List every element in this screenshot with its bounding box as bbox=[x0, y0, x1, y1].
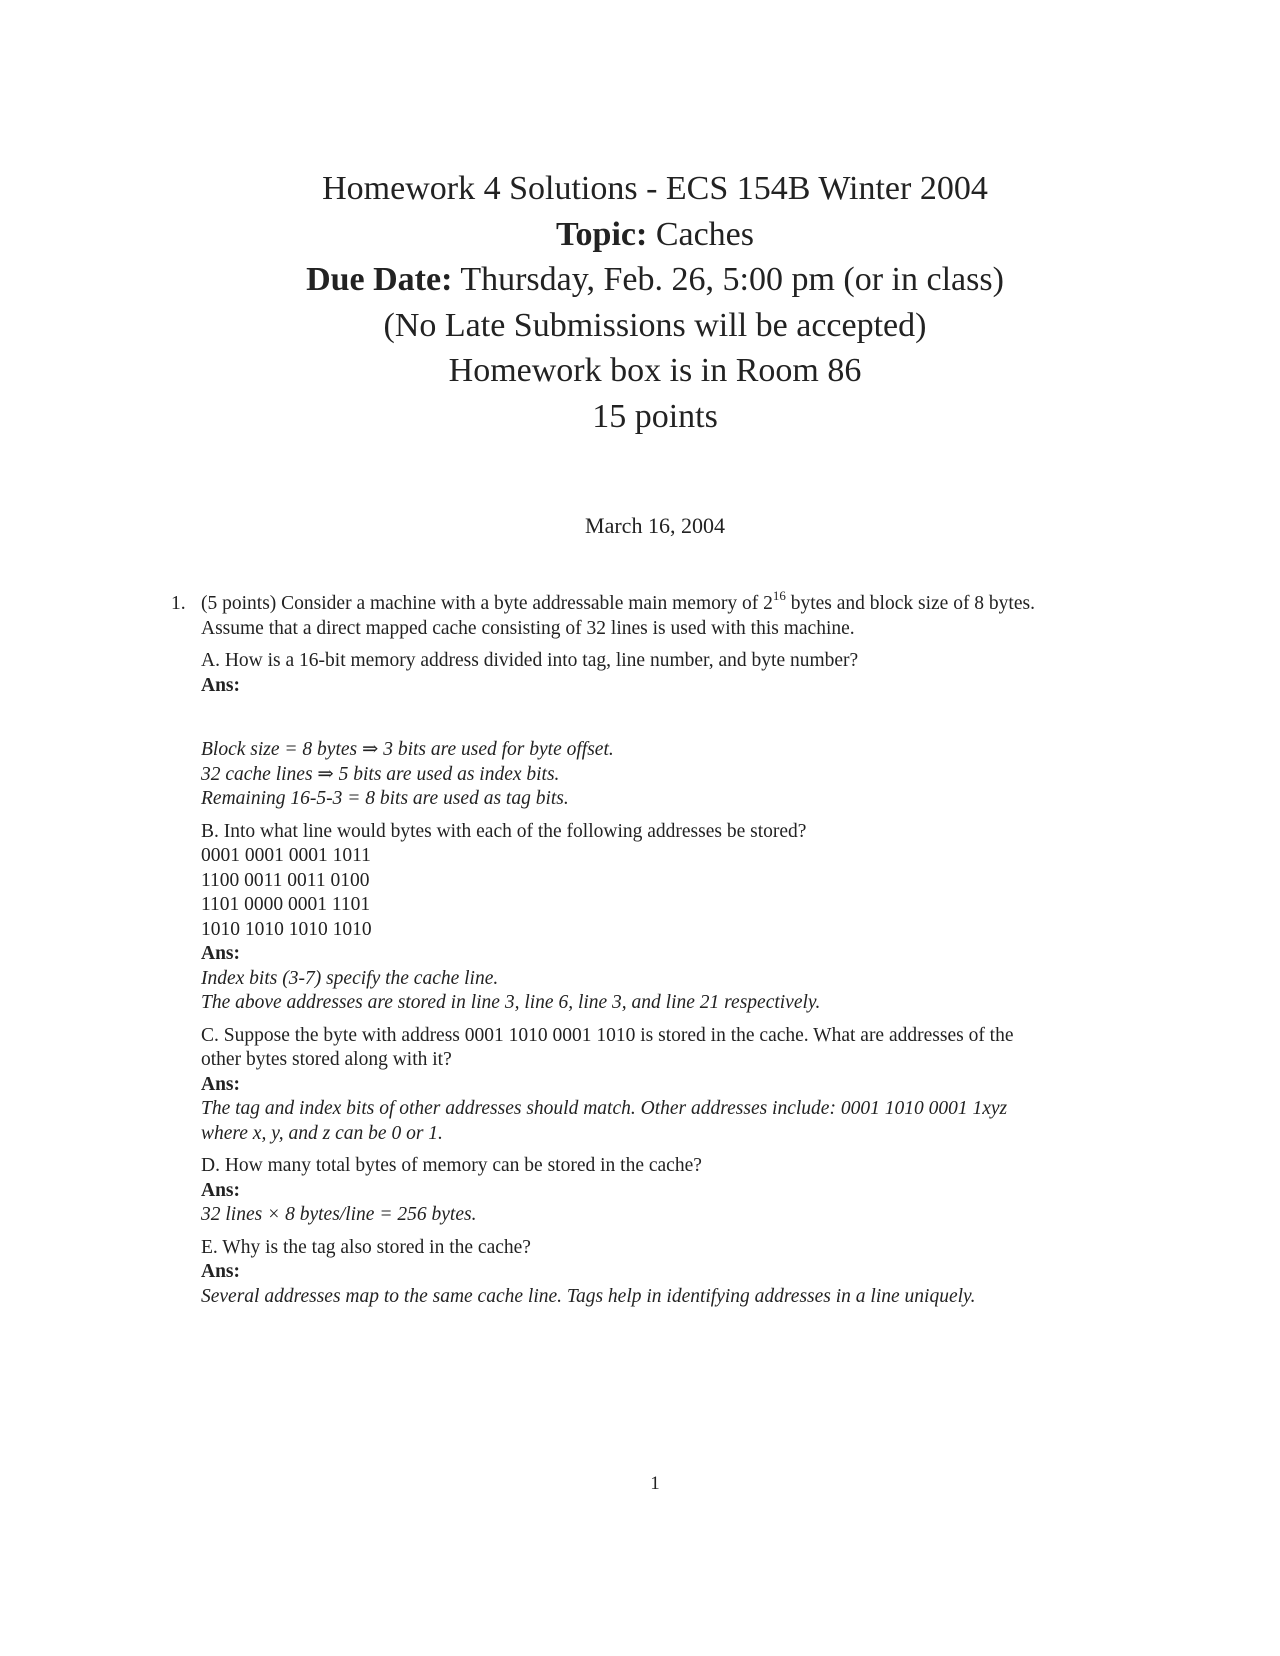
part-b-answer-1: Index bits (3-7) specify the cache line. bbox=[201, 967, 499, 989]
part-a-ans-label: Ans: bbox=[201, 674, 241, 696]
part-a-answer-3: Remaining 16-5-3 = 8 bits are used as tag bits. bbox=[201, 788, 569, 809]
part-a-answer-1: Block size = 8 bytes ⇒ 3 bits are used for byte offset. bbox=[201, 739, 614, 760]
question-intro bbox=[201, 587, 1171, 641]
part-c-answer-2: where x, y, and z can be 0 or 1. bbox=[201, 1122, 443, 1144]
part-a-question: A. How is a 16-bit memory address divided into tag, line number, and byte number? bbox=[201, 650, 859, 671]
part-a-answer-2: 32 cache lines ⇒ 5 bits are used as index bits. bbox=[201, 763, 560, 785]
part-c bbox=[201, 1024, 1171, 1147]
part-b bbox=[201, 820, 1171, 1016]
part-c-answer-1: The tag and index bits of other addresses should match. Other addresses include: 0001 1010 0001 1xyz bbox=[201, 1098, 1008, 1119]
part-a bbox=[201, 649, 1171, 812]
part-e-question: E. Why is the tag also stored in the cache? bbox=[201, 1236, 531, 1258]
part-d-question: D. How many total bytes of memory can be stored in the cache? bbox=[201, 1155, 702, 1176]
page-number: 1 bbox=[650, 1473, 660, 1494]
address-item: 1100 0011 0011 0100 bbox=[201, 869, 370, 891]
part-b-answer-2: The above addresses are stored in line 3, line 6, line 3, and line 21 respectively. bbox=[201, 992, 821, 1013]
part-c-ans-label: Ans: bbox=[201, 1073, 241, 1095]
address-item: 1101 0000 0001 1101 bbox=[201, 894, 371, 915]
part-e-ans-label: Ans: bbox=[201, 1261, 241, 1282]
part-d bbox=[201, 1154, 1171, 1228]
part-d-answer: 32 lines × 8 bytes/line = 256 bytes. bbox=[201, 1204, 477, 1225]
part-e bbox=[201, 1236, 1171, 1310]
intro-text-3: Assume that a direct mapped cache consisting of 32 lines is used with this machine. bbox=[201, 617, 855, 639]
intro-text-1: (5 points) Consider a machine with a byte addressable main memory of 2 bbox=[201, 593, 773, 614]
part-e-answer: Several addresses map to the same cache line. Tags help in identifying addresses in a line uniquely. bbox=[201, 1285, 976, 1307]
question-number: 1. bbox=[171, 593, 186, 614]
homework-box-location: Homework box is in Room 86 bbox=[448, 352, 862, 389]
topic-label: Topic: bbox=[555, 215, 648, 253]
document-date: March 16, 2004 bbox=[585, 513, 725, 538]
intro-exponent: 16 bbox=[772, 587, 786, 603]
part-c-question-1: C. Suppose the byte with address 0001 1010 0001 1010 is stored in the cache. What are addresses of the bbox=[201, 1024, 1014, 1046]
address-item: 0001 0001 0001 1011 bbox=[201, 845, 371, 866]
part-d-ans-label: Ans: bbox=[201, 1179, 241, 1201]
due-date-label: Due Date: bbox=[306, 261, 453, 298]
title-block bbox=[0, 166, 1280, 439]
document-title: Homework 4 Solutions - ECS 154B Winter 2004 bbox=[322, 170, 988, 207]
late-notice: (No Late Submissions will be accepted) bbox=[383, 306, 927, 344]
part-b-question: B. Into what line would bytes with each of the following addresses be stored? bbox=[201, 820, 807, 842]
address-list bbox=[201, 844, 1171, 942]
question-1 bbox=[171, 587, 1171, 1309]
due-date-line bbox=[0, 257, 1280, 303]
topic-value: Caches bbox=[655, 215, 754, 253]
question-body bbox=[201, 587, 1171, 1309]
due-date-value: Thursday, Feb. 26, 5:00 pm (or in class) bbox=[460, 261, 1004, 298]
part-c-question-2: other bytes stored along with it? bbox=[201, 1049, 452, 1070]
total-points: 15 points bbox=[592, 397, 718, 435]
intro-text-2: bytes and block size of 8 bytes. bbox=[785, 593, 1035, 614]
part-b-ans-label: Ans: bbox=[201, 943, 241, 964]
address-item: 1010 1010 1010 1010 bbox=[201, 918, 372, 940]
topic-line bbox=[0, 212, 1280, 258]
